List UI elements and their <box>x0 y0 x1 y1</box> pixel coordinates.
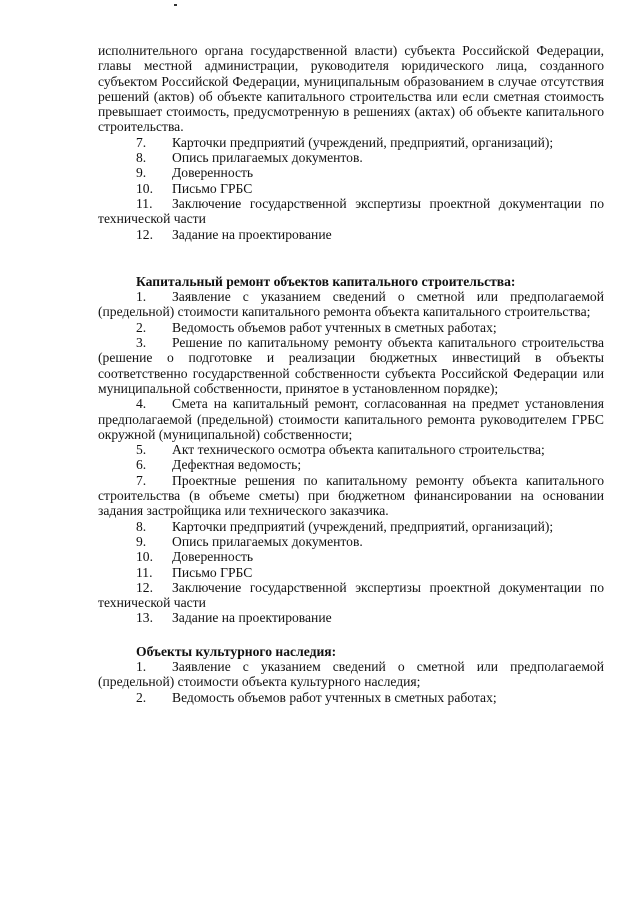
list-item <box>98 181 604 196</box>
list-item <box>98 659 604 690</box>
list-item <box>98 335 604 396</box>
list-item-number: 9. <box>136 533 147 549</box>
list-item <box>98 457 604 472</box>
list-item-text: Ведомость объемов работ учтенных в сметных работах; <box>172 319 497 335</box>
list-item <box>98 534 604 549</box>
list-item-text: Заключение государственной экспертизы проектной документации по технической части <box>98 195 604 227</box>
section-title-cultural-heritage: Объекты культурного наследия: <box>136 643 337 659</box>
list-item <box>98 150 604 165</box>
list-item-text: Заявление с указанием сведений о сметной или предполагаемой (предельной) стоимости объекта культурного наследия; <box>98 658 604 690</box>
list-item <box>98 227 604 242</box>
list-item-number: 12. <box>136 226 153 242</box>
list-item-number: 11. <box>136 564 153 580</box>
list-a <box>98 135 604 242</box>
section-title-capital-repair: Капитальный ремонт объектов капитального строительства: <box>136 273 516 289</box>
list-item-number: 6. <box>136 457 147 473</box>
list-item-number: 9. <box>136 165 147 181</box>
list-item-number: 1. <box>136 289 147 305</box>
list-item-text: Опись прилагаемых документов. <box>172 533 363 549</box>
list-item-number: 7. <box>136 472 147 488</box>
list-item <box>98 549 604 564</box>
list-item <box>98 473 604 519</box>
list-item-text: Опись прилагаемых документов. <box>172 150 363 166</box>
list-item <box>98 610 604 625</box>
list-item <box>98 442 604 457</box>
list-item <box>98 396 604 442</box>
list-item-number: 13. <box>136 610 153 626</box>
list-item-number: 8. <box>136 518 147 534</box>
list-item-number: 11. <box>136 195 153 211</box>
list-item <box>98 135 604 150</box>
scan-mark <box>174 4 177 6</box>
list-item-number: 8. <box>136 150 147 166</box>
list-item-number: 5. <box>136 442 147 458</box>
list-item-text: Задание на проектирование <box>172 610 332 626</box>
list-item-number: 7. <box>136 134 147 150</box>
list-item-number: 12. <box>136 579 153 595</box>
list-item <box>98 690 604 705</box>
list-item-text: Письмо ГРБС <box>172 564 253 580</box>
list-item-number: 2. <box>136 689 147 705</box>
list-item <box>98 565 604 580</box>
list-item <box>98 196 604 227</box>
list-item <box>98 580 604 611</box>
list-item <box>98 519 604 534</box>
list-item-text: Решение по капитальному ремонту объекта капитального строительства (решение о подготовке и реализации бюджетных инвестиций в объекты соответственно государственной собственности субъекта Российской Федерации или муниципальной собственности, принятое в установленном порядке); <box>98 335 604 396</box>
list-item-number: 2. <box>136 319 147 335</box>
list-item <box>98 165 604 180</box>
intro-paragraph: исполнительного органа государственной власти) субъекта Российской Федерации, главы местной администрации, руководителя юридического лица, созданного субъектом Российской Федерации, муниципальным образованием в случае отсутствия решений (актов) об объекте капитального строительства или если сметная стоимость превышает стоимость, предусмотренную в решениях (актах) об объекте капитального строительства. <box>98 43 604 135</box>
list-b <box>98 289 604 626</box>
list-item-text: Письмо ГРБС <box>172 180 253 196</box>
list-item-text: Доверенность <box>172 165 254 181</box>
list-item-text: Карточки предприятий (учреждений, предприятий, организаций); <box>172 518 554 534</box>
list-item-text: Заключение государственной экспертизы проектной документации по технической части <box>98 579 604 611</box>
list-item-text: Карточки предприятий (учреждений, предприятий, организаций); <box>172 134 554 150</box>
list-item-text: Акт технического осмотра объекта капитального строительства; <box>172 442 545 458</box>
list-item <box>98 289 604 320</box>
list-item-text: Проектные решения по капитальному ремонту объекта капитального строительства (в объеме сметы) при бюджетном финансировании на основании задания застройщика или технического заказчика. <box>98 472 604 519</box>
list-item-number: 3. <box>136 335 147 351</box>
list-item-number: 1. <box>136 658 147 674</box>
list-item-text: Задание на проектирование <box>172 226 332 242</box>
list-item-text: Дефектная ведомость; <box>172 457 302 473</box>
document-body <box>98 43 604 705</box>
list-item-text: Ведомость объемов работ учтенных в сметных работах; <box>172 689 497 705</box>
list-item <box>98 320 604 335</box>
list-c <box>98 659 604 705</box>
list-item-number: 10. <box>136 549 153 565</box>
list-item-number: 4. <box>136 396 147 412</box>
list-item-text: Смета на капитальный ремонт, согласованная на предмет установления предполагаемой (предельной) стоимости капитального ремонта руководителем ГРБС окружной (муниципальной) собственности; <box>98 396 604 442</box>
list-item-number: 10. <box>136 180 153 196</box>
list-item-text: Доверенность <box>172 549 254 565</box>
list-item-text: Заявление с указанием сведений о сметной или предполагаемой (предельной) стоимости капитального ремонта объекта капитального строительства; <box>98 289 604 320</box>
